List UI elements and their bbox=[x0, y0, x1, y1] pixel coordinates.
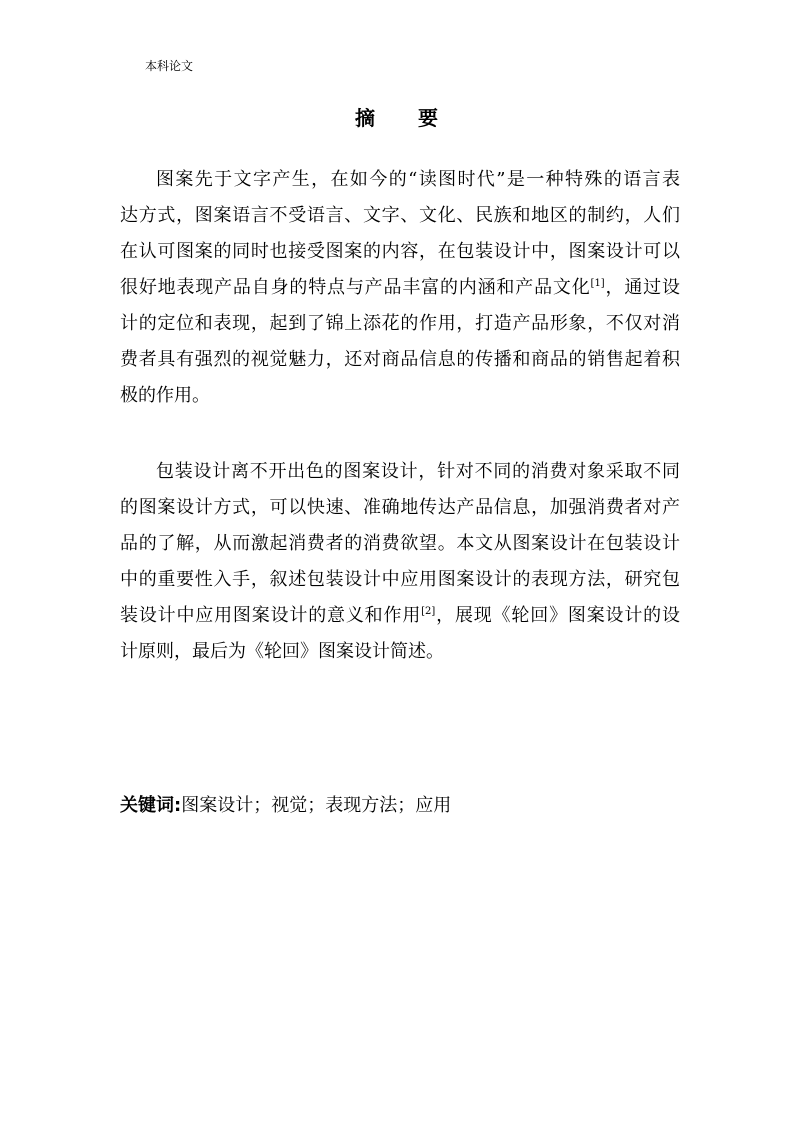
paragraph-line: 品的了解，从而激起消费者的消费欲望。本文从图案设计在包装设计 bbox=[120, 533, 680, 554]
paragraph-line: 的图案设计方式，可以快速、准确地传达产品信息，加强消费者对产 bbox=[120, 497, 680, 518]
abstract-title: 摘 要 bbox=[355, 106, 456, 130]
keywords-text: 图案设计；视觉；表现方法；应用 bbox=[181, 795, 452, 816]
citation-ref-2: [2] bbox=[421, 606, 436, 617]
running-header: 本科论文 bbox=[145, 59, 194, 73]
paragraph-line: 包装设计离不开出色的图案设计，针对不同的消费对象采取不同 bbox=[156, 461, 680, 482]
paragraph-line: 计原则，最后为《轮回》图案设计简述。 bbox=[120, 641, 444, 662]
keywords-line bbox=[120, 788, 451, 824]
citation-ref-1: [1] bbox=[590, 278, 605, 289]
paragraph-line: 在认可图案的同时也接受图案的内容，在包装设计中，图案设计可以 bbox=[120, 241, 680, 262]
abstract-paragraph-2 bbox=[120, 454, 680, 670]
abstract-paragraph-1 bbox=[120, 162, 680, 414]
keywords-label: 关键词: bbox=[120, 795, 182, 816]
paragraph-line: 极的作用。 bbox=[120, 385, 210, 406]
paragraph-line: 中的重要性入手，叙述包装设计中应用图案设计的表现方法，研究包 bbox=[120, 569, 680, 590]
paragraph-line: 装设计中应用图案设计的意义和作用[2]，展现《轮回》图案设计的设 bbox=[120, 605, 680, 626]
paragraph-line: 达方式，图案语言不受语言、文字、文化、民族和地区的制约，人们 bbox=[120, 205, 680, 226]
paragraph-line: 计的定位和表现，起到了锦上添花的作用，打造产品形象，不仅对消 bbox=[120, 313, 680, 334]
paragraph-line: 费者具有强烈的视觉魅力，还对商品信息的传播和商品的销售起着积 bbox=[120, 349, 680, 370]
paragraph-line: 很好地表现产品自身的特点与产品丰富的内涵和产品文化[1]，通过设 bbox=[120, 277, 680, 298]
paragraph-line: 图案先于文字产生，在如今的“读图时代”是一种特殊的语言表 bbox=[156, 169, 680, 190]
